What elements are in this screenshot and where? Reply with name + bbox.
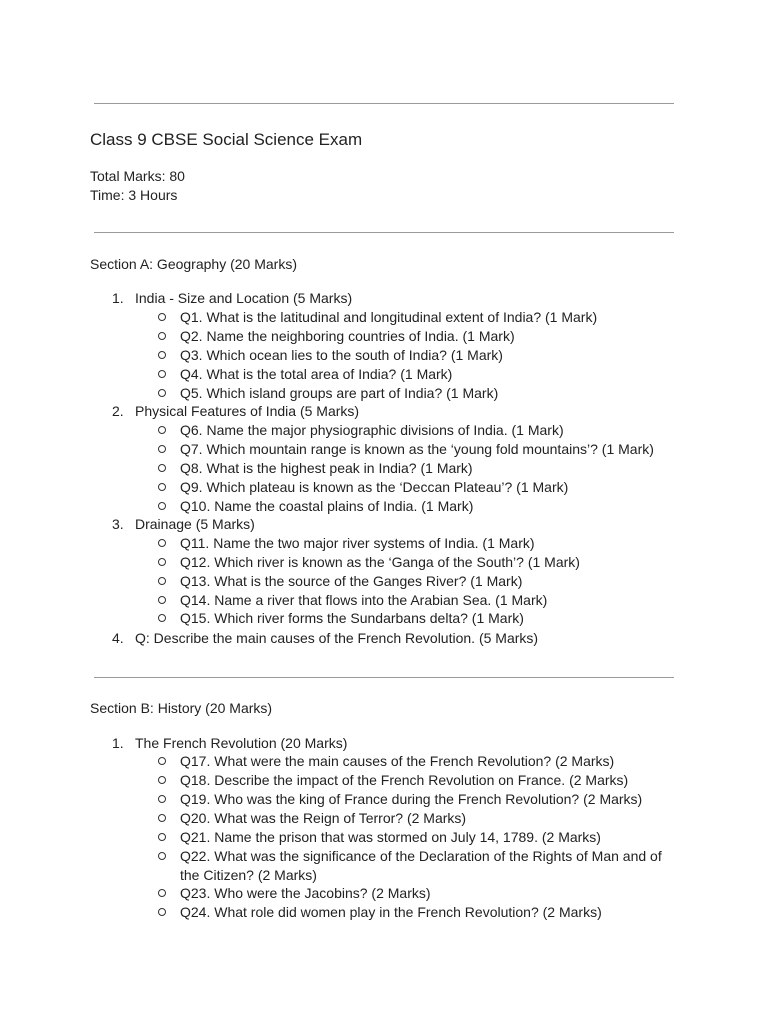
topic-number: 2. bbox=[112, 403, 124, 419]
question-text: Q6. Name the major physiographic divisions of India. (1 Mark) bbox=[180, 422, 564, 438]
topic-number: 3. bbox=[112, 516, 124, 532]
question-text: Q23. Who were the Jacobins? (2 Marks) bbox=[180, 885, 431, 901]
hollow-bullet-icon bbox=[158, 614, 166, 622]
hollow-bullet-icon bbox=[158, 502, 166, 510]
hollow-bullet-icon bbox=[158, 464, 166, 472]
topic-label: The French Revolution (20 Marks) bbox=[135, 735, 348, 751]
hollow-bullet-icon bbox=[158, 596, 166, 604]
section-b-heading: Section B: History (20 Marks) bbox=[90, 700, 273, 716]
hollow-bullet-icon bbox=[158, 370, 166, 378]
page-title: Class 9 CBSE Social Science Exam bbox=[90, 130, 363, 149]
topic-label: Drainage (5 Marks) bbox=[135, 516, 255, 532]
hollow-bullet-icon bbox=[158, 539, 166, 547]
hollow-bullet-icon bbox=[158, 757, 166, 765]
question-text: Q24. What role did women play in the French Revolution? (2 Marks) bbox=[180, 904, 602, 920]
hollow-bullet-icon bbox=[158, 795, 166, 803]
hollow-bullet-icon bbox=[158, 389, 166, 397]
hollow-bullet-icon bbox=[158, 814, 166, 822]
question-text: Q13. What is the source of the Ganges River? (1 Mark) bbox=[180, 573, 523, 589]
question-text: Q21. Name the prison that was stormed on July 14, 1789. (2 Marks) bbox=[180, 829, 601, 845]
hollow-bullet-icon bbox=[158, 332, 166, 340]
hollow-bullet-icon bbox=[158, 558, 166, 566]
section-a-heading: Section A: Geography (20 Marks) bbox=[90, 256, 297, 272]
question-text: Q12. Which river is known as the ‘Ganga of the South’? (1 Mark) bbox=[180, 554, 580, 570]
topic-label: Q: Describe the main causes of the French Revolution. (5 Marks) bbox=[135, 630, 539, 646]
header-divider bbox=[94, 232, 674, 233]
topic-label: Physical Features of India (5 Marks) bbox=[135, 403, 360, 419]
question-text: Q15. Which river forms the Sundarbans delta? (1 Mark) bbox=[180, 610, 524, 626]
hollow-bullet-icon bbox=[158, 776, 166, 784]
hollow-bullet-icon bbox=[158, 351, 166, 359]
hollow-bullet-icon bbox=[158, 852, 166, 860]
total-marks: Total Marks: 80 bbox=[90, 168, 185, 184]
topic-number: 1. bbox=[112, 735, 124, 751]
question-text: Q22. What was the significance of the Declaration of the Rights of Man and of the Citizen? (2 Marks) bbox=[180, 848, 662, 883]
topic-number: 1. bbox=[112, 290, 124, 306]
question-text: Q2. Name the neighboring countries of India. (1 Mark) bbox=[180, 328, 515, 344]
question-text: Q14. Name a river that flows into the Arabian Sea. (1 Mark) bbox=[180, 592, 548, 608]
question-text: Q5. Which island groups are part of India? (1 Mark) bbox=[180, 385, 499, 401]
question-text: Q7. Which mountain range is known as the ‘young fold mountains’? (1 Mark) bbox=[180, 441, 654, 457]
hollow-bullet-icon bbox=[158, 426, 166, 434]
question-text: Q20. What was the Reign of Terror? (2 Marks) bbox=[180, 810, 467, 826]
hollow-bullet-icon bbox=[158, 577, 166, 585]
section-divider bbox=[94, 677, 674, 678]
hollow-bullet-icon bbox=[158, 313, 166, 321]
hollow-bullet-icon bbox=[158, 889, 166, 897]
question-text: Q19. Who was the king of France during the French Revolution? (2 Marks) bbox=[180, 791, 643, 807]
question-text: Q1. What is the latitudinal and longitudinal extent of India? (1 Mark) bbox=[180, 309, 598, 325]
hollow-bullet-icon bbox=[158, 483, 166, 491]
hollow-bullet-icon bbox=[158, 445, 166, 453]
hollow-bullet-icon bbox=[158, 833, 166, 841]
question-text: Q10. Name the coastal plains of India. (1 Mark) bbox=[180, 498, 474, 514]
question-text: Q17. What were the main causes of the French Revolution? (2 Marks) bbox=[180, 753, 615, 769]
question-text: Q18. Describe the impact of the French Revolution on France. (2 Marks) bbox=[180, 772, 629, 788]
question-text: Q11. Name the two major river systems of India. (1 Mark) bbox=[180, 535, 535, 551]
hollow-bullet-icon bbox=[158, 908, 166, 916]
exam-time: Time: 3 Hours bbox=[90, 187, 178, 203]
question-text: Q9. Which plateau is known as the ‘Deccan Plateau’? (1 Mark) bbox=[180, 479, 569, 495]
question-text: Q8. What is the highest peak in India? (1 Mark) bbox=[180, 460, 473, 476]
question-text: Q3. Which ocean lies to the south of India? (1 Mark) bbox=[180, 347, 503, 363]
question-text: Q4. What is the total area of India? (1 Mark) bbox=[180, 366, 453, 382]
topic-number: 4. bbox=[112, 630, 124, 646]
topic-label: India - Size and Location (5 Marks) bbox=[135, 290, 353, 306]
top-divider bbox=[94, 103, 674, 104]
